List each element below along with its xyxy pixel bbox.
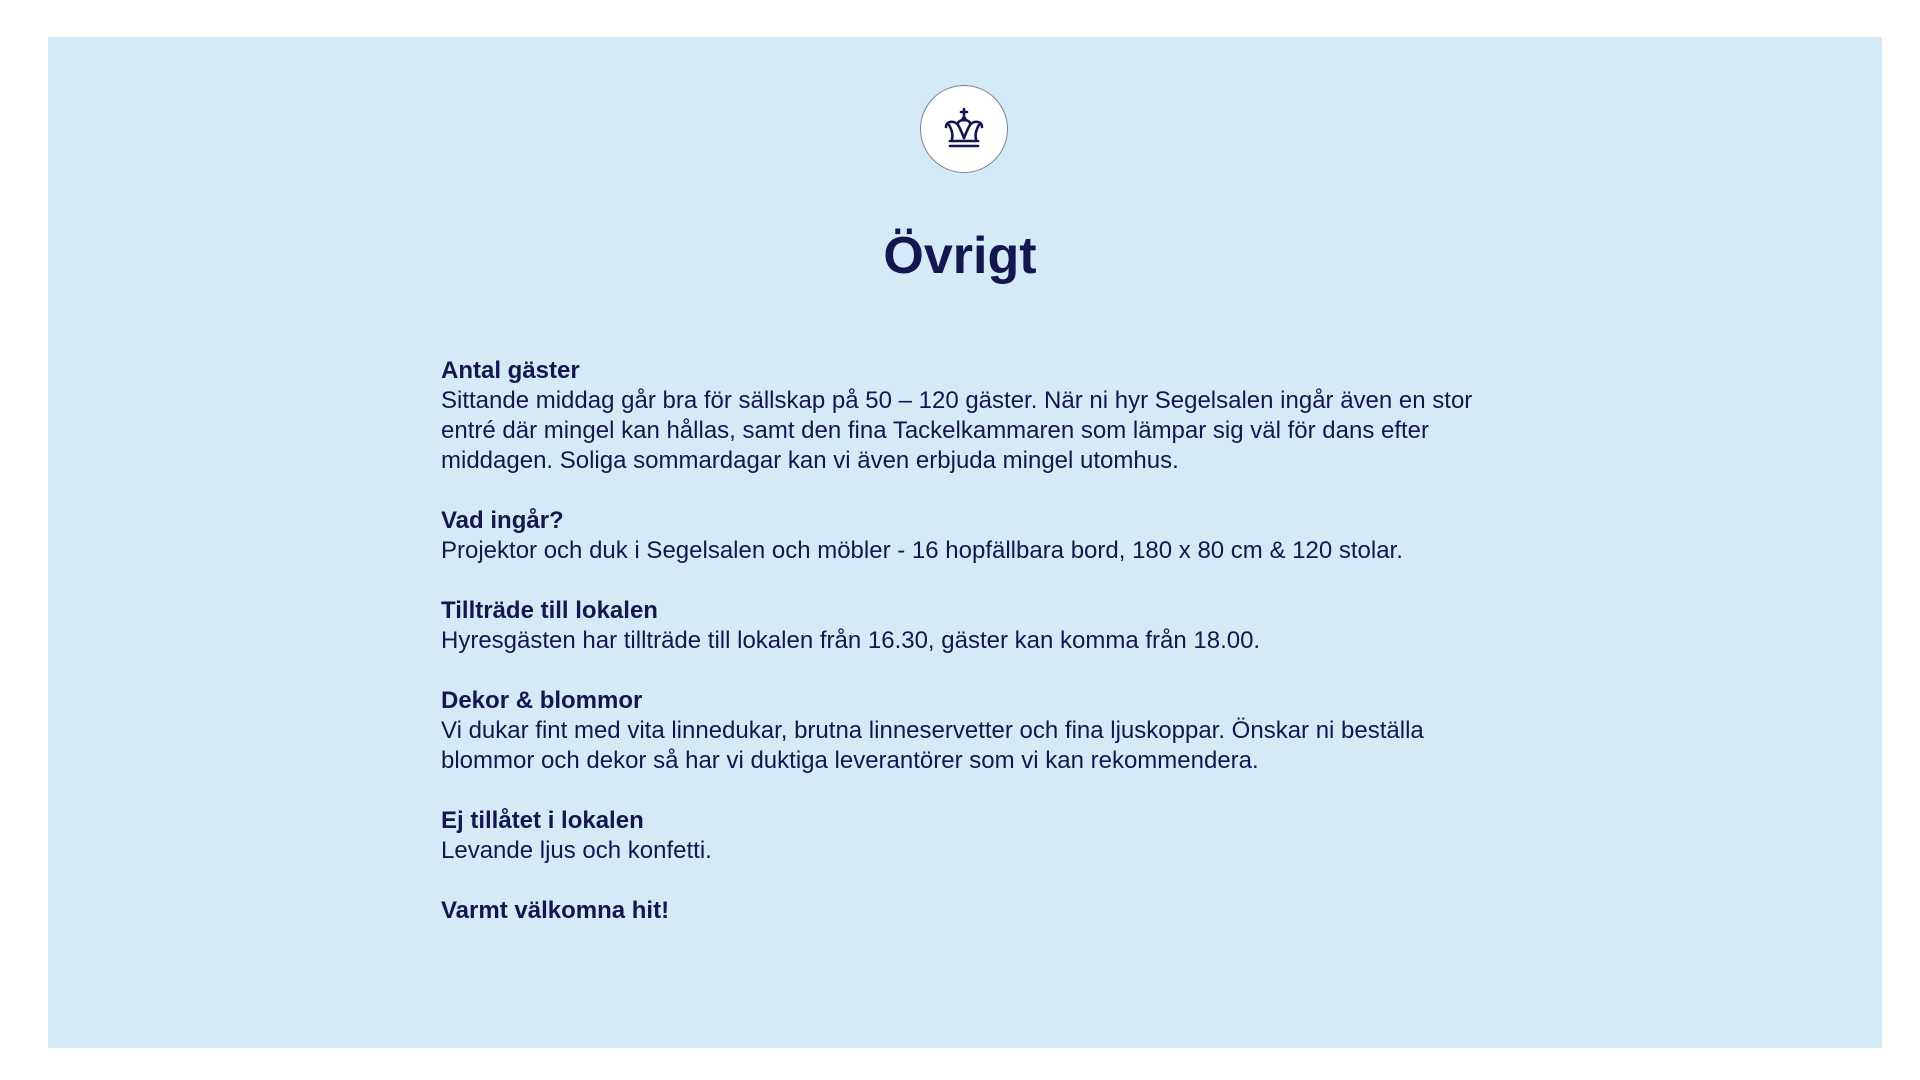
section-heading: Vad ingår? [441,507,564,534]
section-heading: Tillträde till lokalen [441,597,658,624]
closing-message: Varmt välkomna hit! [441,897,670,924]
section-text: Levande ljus och konfetti. [441,837,712,864]
section-included [441,506,1521,566]
section-heading: Dekor & blommor [441,687,643,714]
info-content [441,356,1521,926]
section-guest-count [441,356,1521,476]
crown-icon [940,105,988,153]
section-text: Vi dukar fint med vita linnedukar, brutna linneservetter och fina ljuskoppar. Önskar ni beställa blommor och dekor så har vi duktiga leverantörer som vi kan rekommendera. [441,717,1424,774]
section-text: Sittande middag går bra för sällskap på 50 – 120 gäster. När ni hyr Segelsalen ingår även en stor entré där mingel kan hållas, samt den fina Tackelkammaren som lämpar sig väl för dans efter middagen. Soliga sommardagar kan vi även erbjuda mingel utomhus. [441,387,1473,474]
page-title: Övrigt [883,227,1037,285]
section-text: Projektor och duk i Segelsalen och möbler - 16 hopfällbara bord, 180 x 80 cm & 120 stolar. [441,537,1403,564]
section-decor [441,686,1521,776]
section-access [441,596,1521,656]
section-text: Hyresgästen har tillträde till lokalen från 16.30, gäster kan komma från 18.00. [441,627,1261,654]
section-heading: Antal gäster [441,357,580,384]
section-heading: Ej tillåtet i lokalen [441,807,644,834]
section-not-allowed [441,806,1521,866]
crown-logo [920,85,1008,173]
